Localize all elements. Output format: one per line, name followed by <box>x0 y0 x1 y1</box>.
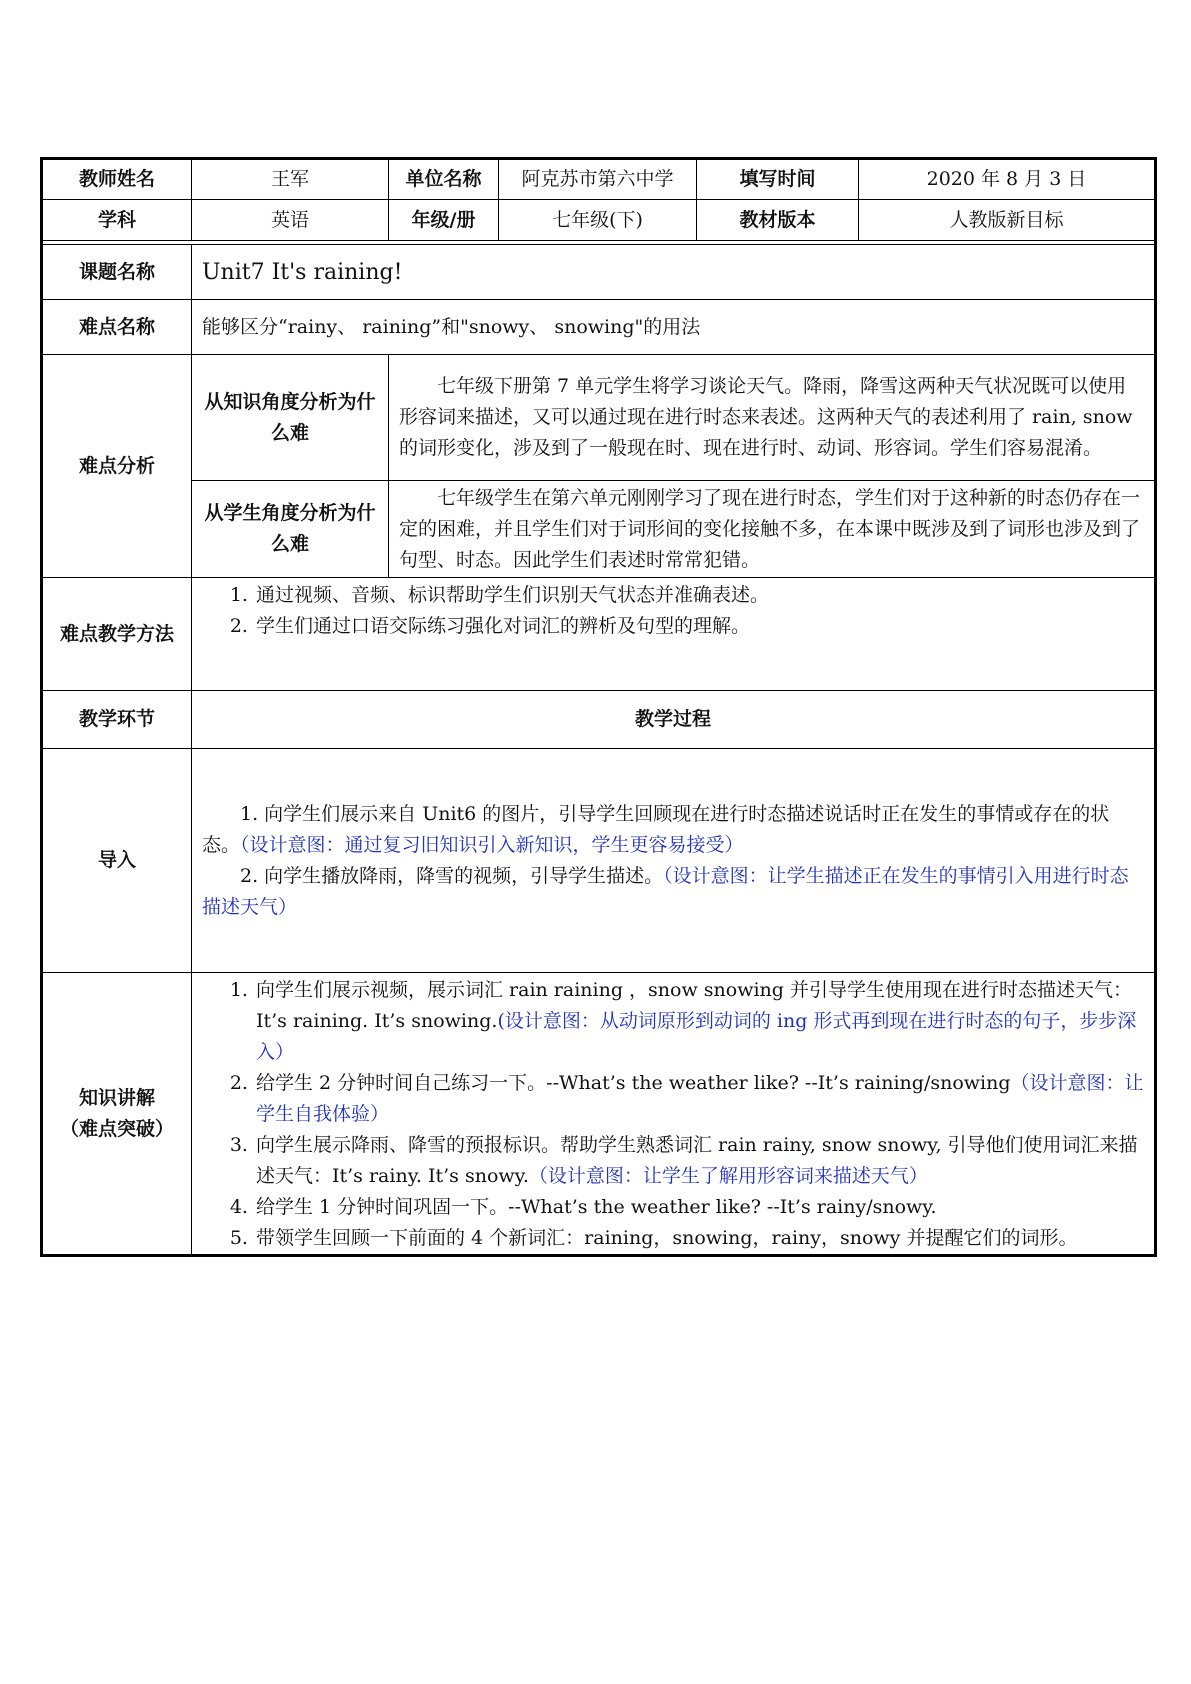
knowledge-content <box>192 973 1156 1256</box>
knowledge-label-line-1: 知识讲解 <box>78 1086 155 1109</box>
intro-paragraph-2 <box>202 861 1144 923</box>
knowledge-list <box>202 975 1144 1254</box>
header-row-1 <box>42 159 1156 200</box>
process-header-row <box>42 691 1156 749</box>
knowledge-item-2-text: 给学生 2 分钟时间自己练习一下。--What’s the weather like? --It’s raining/snowing <box>256 1072 1011 1094</box>
methods-row <box>42 578 1156 691</box>
knowledge-label <box>42 973 192 1256</box>
unit-value: 阿克苏市第六中学 <box>499 159 697 200</box>
topic-value: Unit7 It's raining! <box>192 245 1156 300</box>
intro-row <box>42 749 1156 973</box>
student-angle-label: 从学生角度分析为什么难 <box>192 481 389 578</box>
intro-p2-text: 2. 向学生播放降雨，降雪的视频，引导学生描述。 <box>240 864 664 887</box>
methods-item-2: 2. 学生们通过口语交际练习强化对词汇的辨析及句型的理解。 <box>254 611 1144 642</box>
teacher-value: 王军 <box>192 159 389 200</box>
header-row-2 <box>42 200 1156 241</box>
lesson-plan-page <box>40 157 1154 1257</box>
student-angle-paragraph: 七年级学生在第六单元刚刚学习了现在进行时态，学生们对于这种新的时态仍存在一定的困难，并且学生们对于词形间的变化接触不多，在本课中既涉及到了词形也涉及到了句型、时态。因此学生们表述时常常犯错。 <box>399 486 1141 571</box>
intro-label: 导入 <box>42 749 192 973</box>
intro-paragraph-1 <box>202 799 1144 861</box>
knowledge-item-3-note: （设计意图：让学生了解用形容词来描述天气） <box>528 1165 928 1187</box>
analysis-student-row <box>42 481 1156 578</box>
knowledge-item-1 <box>254 975 1144 1068</box>
process-stage-label: 教学环节 <box>42 691 192 749</box>
knowledge-item-5-text: 带领学生回顾一下前面的 4 个新词汇：raining，snowing，rainy，snowy 并提醒它们的词形。 <box>256 1227 1078 1249</box>
grade-label: 年级/册 <box>389 200 499 241</box>
student-angle-text <box>389 481 1156 578</box>
teacher-label: 教师姓名 <box>42 159 192 200</box>
methods-list <box>202 580 1144 642</box>
knowledge-item-4 <box>254 1192 1144 1223</box>
difficulty-value: 能够区分“rainy、 raining”和"snowy、 snowing"的用法 <box>192 300 1156 355</box>
topic-row <box>42 245 1156 300</box>
analysis-knowledge-row <box>42 355 1156 481</box>
knowledge-item-5 <box>254 1223 1144 1254</box>
subject-label: 学科 <box>42 200 192 241</box>
knowledge-item-3 <box>254 1130 1144 1192</box>
knowledge-angle-text <box>389 355 1156 481</box>
date-label: 填写时间 <box>697 159 859 200</box>
process-content-label: 教学过程 <box>192 691 1156 749</box>
lesson-plan-table <box>40 157 1157 1257</box>
difficulty-label: 难点名称 <box>42 300 192 355</box>
subject-value: 英语 <box>192 200 389 241</box>
grade-value: 七年级(下) <box>499 200 697 241</box>
date-value: 2020 年 8 月 3 日 <box>859 159 1156 200</box>
topic-label: 课题名称 <box>42 245 192 300</box>
difficulty-row <box>42 300 1156 355</box>
knowledge-item-2 <box>254 1068 1144 1130</box>
intro-p1-design-note: （设计意图：通过复习旧知识引入新知识，学生更容易接受） <box>240 833 744 856</box>
analysis-label: 难点分析 <box>42 355 192 578</box>
knowledge-item-1-text: 向学生们展示视频，展示词汇 rain raining ，snow snowing 并引导学生使用现在进行时态描述天气：It’s raining. It’s snowing. <box>256 979 1132 1032</box>
knowledge-label-line-2: （难点突破） <box>59 1117 174 1140</box>
methods-content <box>192 578 1156 691</box>
methods-label: 难点教学方法 <box>42 578 192 691</box>
intro-content <box>192 749 1156 973</box>
knowledge-angle-label: 从知识角度分析为什么难 <box>192 355 389 481</box>
knowledge-item-1-note: (设计意图：从动词原形到动词的 ing 形式再到现在进行时态的句子，步步深入） <box>256 1010 1137 1063</box>
knowledge-item-3-text: 向学生展示降雨、降雪的预报标识。帮助学生熟悉词汇 rain rainy, snow snowy, 引导他们使用词汇来描述天气：It’s rainy. It’s snowy. <box>256 1134 1138 1187</box>
unit-label: 单位名称 <box>389 159 499 200</box>
knowledge-item-2-note: （设计意图：让学生自我体验） <box>256 1072 1144 1125</box>
knowledge-item-4-text: 给学生 1 分钟时间巩固一下。--What’s the weather like? --It’s rainy/snowy. <box>256 1196 937 1218</box>
intro-p1-text: 1. 向学生们展示来自 Unit6 的图片，引导学生回顾现在进行时态描述说话时正在发生的事情或存在的状态。 <box>202 802 1110 856</box>
knowledge-angle-paragraph: 七年级下册第 7 单元学生将学习谈论天气。降雨，降雪这两种天气状况既可以使用形容词来描述，又可以通过现在进行时态来表述。这两种天气的表述利用了 rain, snow 的词形变化，涉及到了一般现在时、现在进行时、动词、形容词。学生们容易混淆。 <box>399 375 1133 459</box>
textbook-label: 教材版本 <box>697 200 859 241</box>
knowledge-row <box>42 973 1156 1256</box>
methods-item-1: 1. 通过视频、音频、标识帮助学生们识别天气状态并准确表述。 <box>254 580 1144 611</box>
textbook-value: 人教版新目标 <box>859 200 1156 241</box>
intro-p2-design-note: （设计意图：让学生描述正在发生的事情引入用进行时态描述天气） <box>202 864 1129 918</box>
